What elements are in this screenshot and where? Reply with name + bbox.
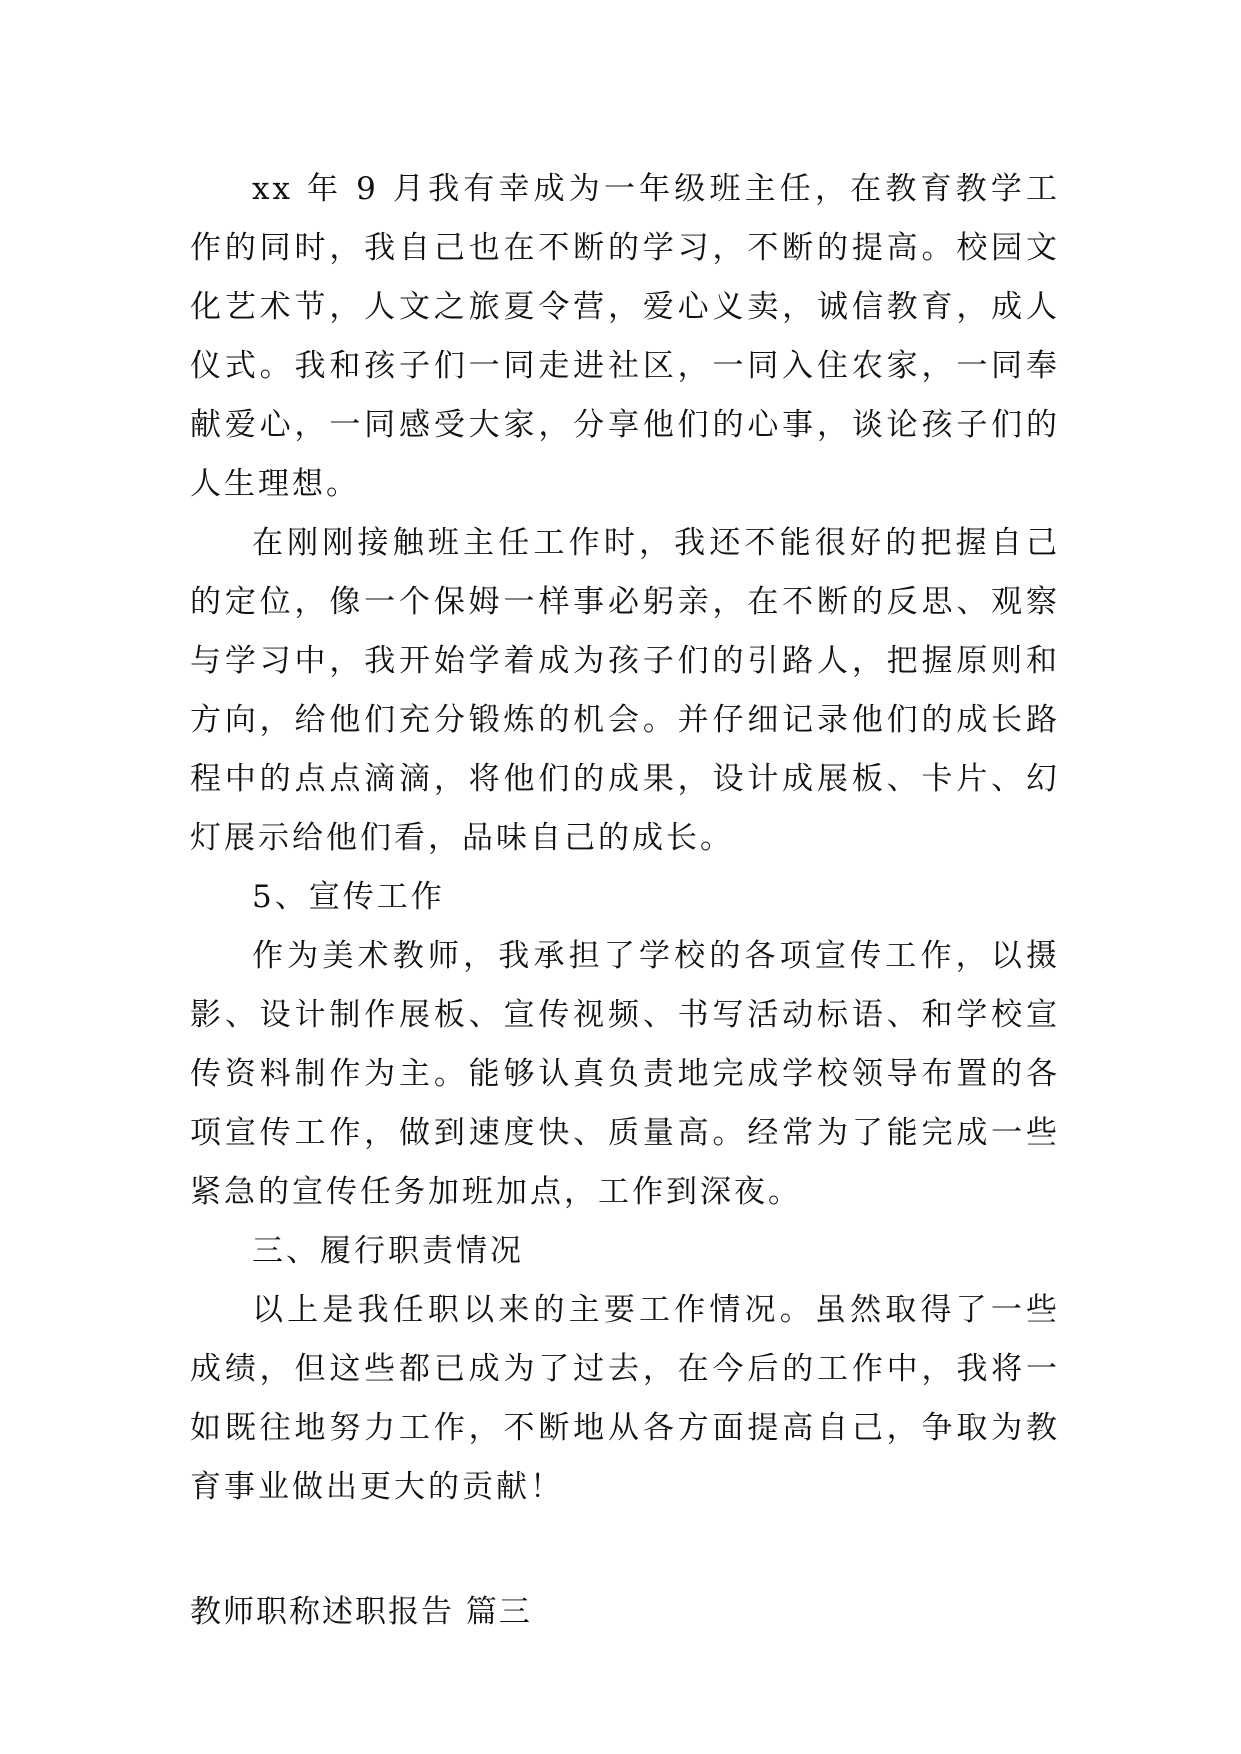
heading-publicity-work: 5、宣传工作	[252, 879, 445, 915]
heading-duties: 三、履行职责情况	[252, 1233, 524, 1269]
paragraph-class-teacher: xx 年 9 月我有幸成为一年级班主任，在教育教学工作的同时，我自己也在不断的学习，不断的提高。校园文化艺术节，人文之旅夏令营，爱心义卖，诚信教育，成人仪式。我和孩子们一同走进社区，一同入住农家，一同奉献爱心，一同感受大家，分享他们的心事，谈论孩子们的人生理想。	[190, 171, 1060, 502]
paragraph-publicity-work: 作为美术教师，我承担了学校的各项宣传工作，以摄影、设计制作展板、宣传视频、书写活动标语、和学校宣传资料制作为主。能够认真负责地完成学校领导布置的各项宣传工作，做到速度快、质量高。经常为了能完成一些紧急的宣传任务加班加点，工作到深夜。	[190, 938, 1060, 1210]
paragraph-role-positioning: 在刚刚接触班主任工作时，我还不能很好的把握自己的定位，像一个保姆一样事必躬亲，在不断的反思、观察与学习中，我开始学着成为孩子们的引路人，把握原则和方向，给他们充分锻炼的机会。并仔细记录他们的成长路程中的点点滴滴，将他们的成果，设计成展板、卡片、幻灯展示给他们看，品味自己的成长。	[190, 525, 1060, 856]
document-body	[190, 160, 1060, 1642]
paragraph-conclusion: 以上是我任职以来的主要工作情况。虽然取得了一些成绩，但这些都已成为了过去，在今后的工作中，我将一如既往地努力工作，不断地从各方面提高自己，争取为教育事业做出更大的贡献！	[190, 1292, 1060, 1505]
section-title: 教师职称述职报告 篇三	[190, 1594, 532, 1630]
